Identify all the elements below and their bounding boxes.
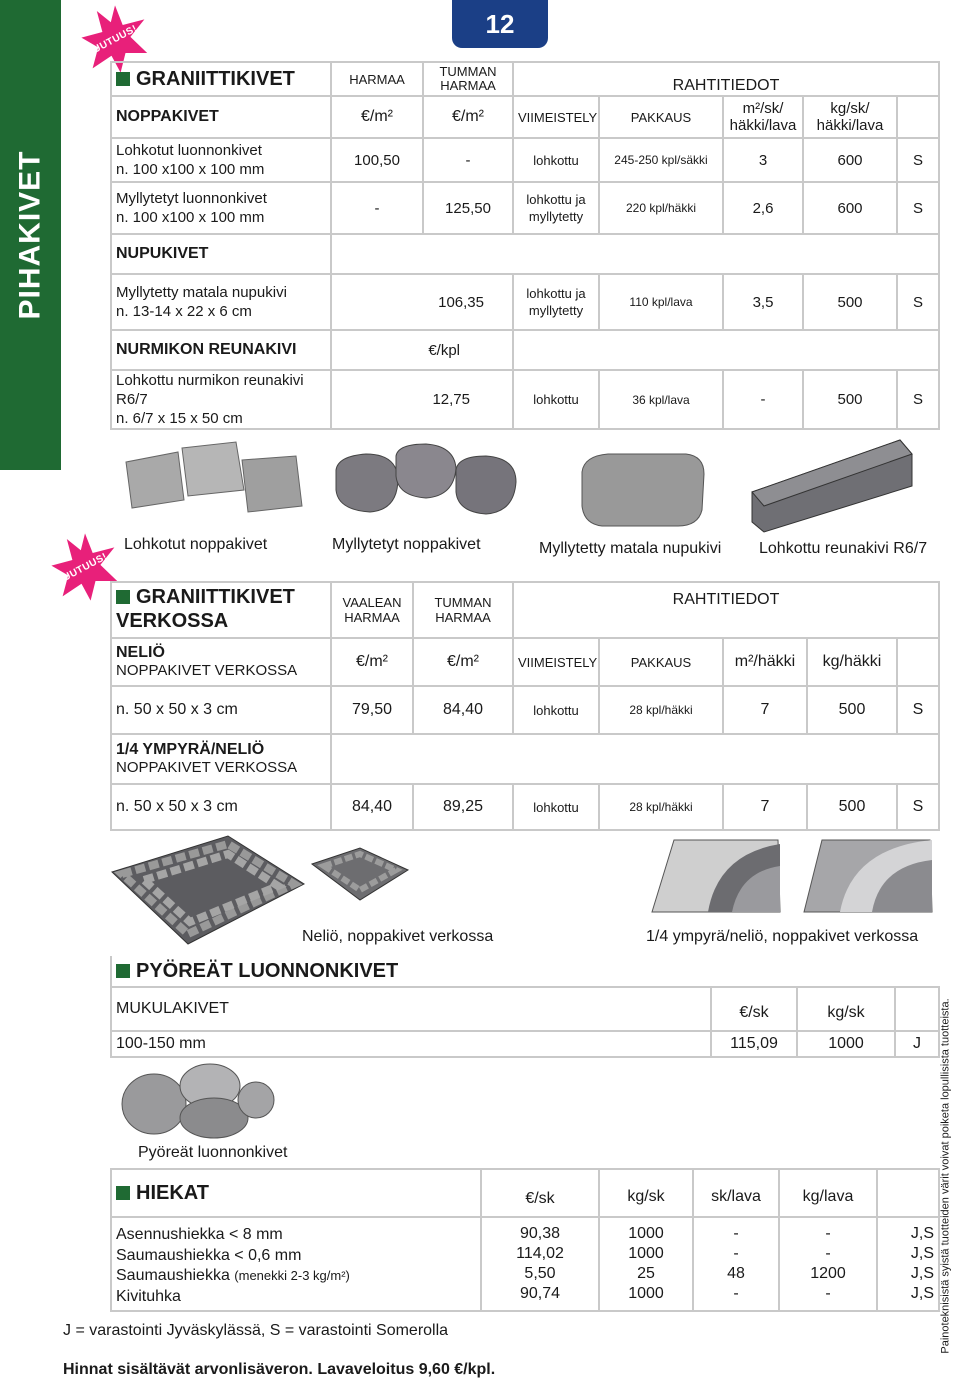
storage: S <box>897 274 939 330</box>
product-list: Asennushiekka < 8 mm Saumaushiekka < 0,6 mm Saumaushiekka (menekki 2-3 kg/m²) Kivituhka <box>111 1217 481 1311</box>
section-header: NELIÖ NOPPAKIVET VERKOSSA <box>111 638 331 686</box>
image-caption: Pyöreät luonnonkivet <box>138 1144 288 1161</box>
kg-value: 500 <box>803 370 897 429</box>
table-row <box>111 686 939 734</box>
rahti-header: RAHTITIEDOT <box>513 62 939 96</box>
kg-value: 1000 <box>797 1031 895 1057</box>
unit-header: kg/sk <box>797 987 895 1031</box>
image-caption: Myllytetyt noppakivet <box>332 536 481 553</box>
packaging: 36 kpl/lava <box>599 370 723 429</box>
finish: lohkottu <box>513 138 599 182</box>
nelio-verkossa-image <box>108 832 308 950</box>
ympyra-nelio-image <box>800 836 936 916</box>
col-header: m²/sk/ häkki/lava <box>723 96 803 138</box>
m2-value: - <box>723 370 803 429</box>
kg-value: 600 <box>803 182 897 234</box>
section-header: NURMIKON REUNAKIVI <box>111 330 331 370</box>
price: 84,40 <box>331 784 413 830</box>
col-header: TUMMAN HARMAA <box>423 62 513 96</box>
side-label: PIHAKIVET <box>13 150 47 320</box>
col-header: PAKKAUS <box>599 638 723 686</box>
color-disclaimer: Painoteknisistä syistä tuotteiden värit voivat poiketa lopullisista tuotteista. <box>940 998 952 1354</box>
unit-header: kg/lava <box>779 1169 877 1217</box>
unit-header: €/m² <box>331 96 423 138</box>
price: 84,40 <box>413 686 513 734</box>
packaging: 110 kpl/lava <box>599 274 723 330</box>
price: 125,50 <box>423 182 513 234</box>
table-row <box>111 274 939 330</box>
product-name: Myllytetty matala nupukivi n. 13-14 x 22 x 6 cm <box>111 274 331 330</box>
col-header: kg/häkki <box>807 638 897 686</box>
section-header: 1/4 YMPYRÄ/NELIÖ NOPPAKIVET VERKOSSA <box>111 734 331 784</box>
col-header: TUMMAN HARMAA <box>413 582 513 638</box>
m2-value: 7 <box>723 686 807 734</box>
price: 12,75 <box>331 370 513 429</box>
table-row <box>111 138 939 182</box>
image-caption: Myllytetty matala nupukivi <box>539 540 722 557</box>
price: 100,50 <box>331 138 423 182</box>
packaging: 245-250 kpl/säkki <box>599 138 723 182</box>
storage: S <box>897 138 939 182</box>
product-name: Lohkotut luonnonkivet n. 100 x100 x 100 mm <box>111 138 331 182</box>
verkossa-table <box>110 581 940 831</box>
table-row <box>111 182 939 234</box>
table-row <box>111 370 939 429</box>
finish: lohkottu <box>513 784 599 830</box>
myllytetyt-noppakivet-image <box>326 440 526 530</box>
kg-list: 1000 1000 25 1000 <box>599 1217 693 1311</box>
product-size: n. 50 x 50 x 3 cm <box>111 686 331 734</box>
unit-header: €/sk <box>481 1169 599 1217</box>
graniittikivet-table <box>110 61 940 430</box>
image-caption: Lohkottu reunakivi R6/7 <box>759 540 928 557</box>
packaging: 28 kpl/häkki <box>599 686 723 734</box>
table-row <box>111 784 939 830</box>
finish: lohkottu ja myllytetty <box>513 274 599 330</box>
price: 79,50 <box>331 686 413 734</box>
unit-header: €/sk <box>711 987 797 1031</box>
finish: lohkottu <box>513 686 599 734</box>
unit-header: €/m² <box>413 638 513 686</box>
kg-value: 600 <box>803 138 897 182</box>
product-name: Myllytetyt luonnonkivet n. 100 x100 x 100 mm <box>111 182 331 234</box>
storage: S <box>897 182 939 234</box>
table-title: GRANIITTIKIVET VERKOSSA <box>111 582 331 638</box>
unit-header: €/m² <box>331 638 413 686</box>
col-header: kg/sk/ häkki/lava <box>803 96 897 138</box>
storage: S <box>897 686 939 734</box>
m2-value: 3,5 <box>723 274 803 330</box>
section-header: NOPPAKIVET <box>111 96 331 138</box>
new-badge: UUTUUS! <box>50 532 120 602</box>
price: - <box>331 182 423 234</box>
lohkotut-noppakivet-image <box>118 438 308 528</box>
storage: J <box>895 1031 939 1057</box>
unit-header: kg/sk <box>599 1169 693 1217</box>
product-name: Lohkottu nurmikon reunakivi R6/7 n. 6/7 x 15 x 50 cm <box>111 370 331 429</box>
m2-value: 7 <box>723 784 807 830</box>
unit-header: sk/lava <box>693 1169 779 1217</box>
image-caption: Neliö, noppakivet verkossa <box>302 928 494 945</box>
col-header: HARMAA <box>331 62 423 96</box>
price: 89,25 <box>413 784 513 830</box>
price: - <box>423 138 513 182</box>
image-caption: Lohkotut noppakivet <box>124 536 268 553</box>
kg-lava-list: - - 1200 - <box>779 1217 877 1311</box>
m2-value: 3 <box>723 138 803 182</box>
table-title: HIEKAT <box>111 1169 481 1217</box>
hiekat-table <box>110 1168 940 1312</box>
packaging: 28 kpl/häkki <box>599 784 723 830</box>
nelio-sample-image <box>308 846 412 902</box>
sk-lava-list: - - 48 - <box>693 1217 779 1311</box>
col-header: PAKKAUS <box>599 96 723 138</box>
section-header: MUKULAKIVET <box>111 987 711 1031</box>
product-size: 100-150 mm <box>111 1031 711 1057</box>
packaging: 220 kpl/häkki <box>599 182 723 234</box>
nupukivi-image <box>578 450 708 530</box>
finish: lohkottu <box>513 370 599 429</box>
col-header: VIIMEISTELY <box>513 638 599 686</box>
ympyra-nelio-image <box>648 836 784 916</box>
col-header: m²/häkki <box>723 638 807 686</box>
table-row <box>111 1217 939 1311</box>
price-list: 90,38 114,02 5,50 90,74 <box>481 1217 599 1311</box>
kg-value: 500 <box>807 784 897 830</box>
table-title: PYÖREÄT LUONNONKIVET <box>111 955 939 987</box>
kg-value: 500 <box>807 686 897 734</box>
product-size: n. 50 x 50 x 3 cm <box>111 784 331 830</box>
page-number: 12 <box>452 0 548 48</box>
storage: S <box>897 370 939 429</box>
storage-list: J,S J,S J,S J,S <box>877 1217 939 1311</box>
col-header: VAALEAN HARMAA <box>331 582 413 638</box>
section-header: NUPUKIVET <box>111 234 331 274</box>
image-caption: 1/4 ympyrä/neliö, noppakivet verkossa <box>646 928 919 945</box>
unit-header: €/m² <box>423 96 513 138</box>
storage-legend: J = varastointi Jyväskylässä, S = varastointi Somerolla <box>63 1322 449 1339</box>
rahti-header: RAHTITIEDOT <box>513 582 939 638</box>
table-title: GRANIITTIKIVET <box>111 62 331 96</box>
price: 115,09 <box>711 1031 797 1057</box>
storage: S <box>897 784 939 830</box>
pyoreat-kivet-image <box>118 1060 278 1142</box>
unit-header: €/kpl <box>331 330 513 370</box>
kg-value: 500 <box>803 274 897 330</box>
reunakivi-image <box>750 436 916 536</box>
m2-value: 2,6 <box>723 182 803 234</box>
pyoreat-table <box>110 954 940 1058</box>
finish: lohkottu ja myllytetty <box>513 182 599 234</box>
price: 106,35 <box>331 274 513 330</box>
col-header: VIIMEISTELY <box>513 96 599 138</box>
new-badge: UUTUUS! <box>80 4 150 74</box>
vat-note: Hinnat sisältävät arvonlisäveron. Lavaveloitus 9,60 €/kpl. <box>63 1361 496 1378</box>
table-row <box>111 1031 939 1057</box>
